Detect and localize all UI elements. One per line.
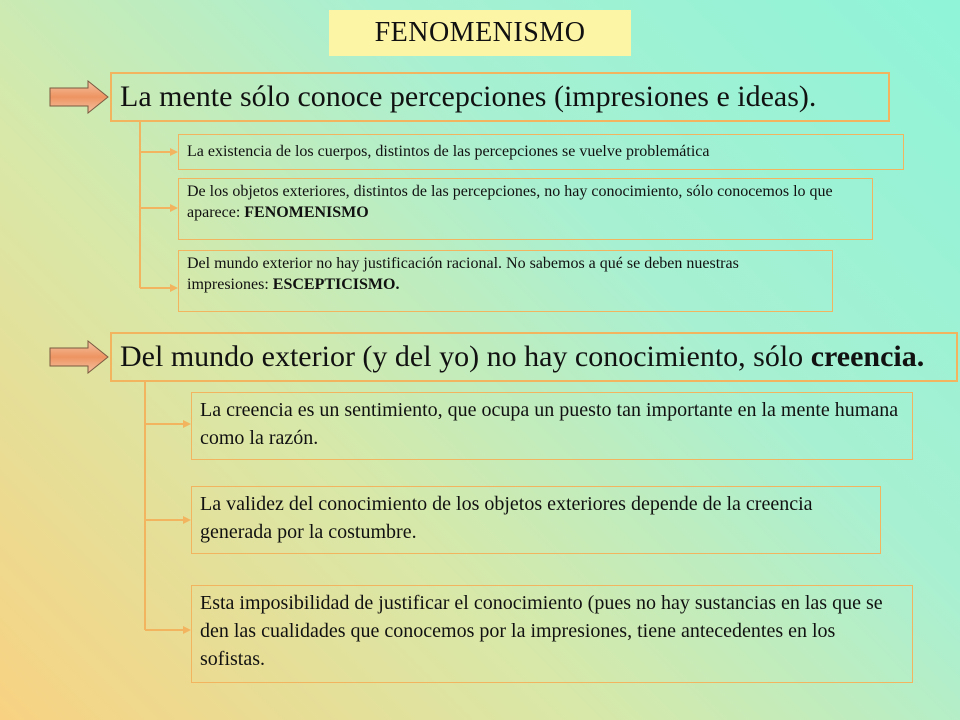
- connector-arrowhead-1b: [170, 204, 178, 212]
- sub-item-1c-text: Del mundo exterior no hay justificación racional. No sabemos a qué se deben nuestras impresiones:: [187, 255, 739, 293]
- sub-item-1b-bold: FENOMENISMO: [244, 203, 369, 221]
- sub-item-1a: [178, 134, 904, 170]
- connector-arrowhead-1c: [170, 284, 178, 292]
- main-statement-2-bold: creencia.: [810, 340, 925, 373]
- main-statement-1: [110, 72, 890, 122]
- sub-item-2a: [191, 392, 913, 460]
- sub-item-2a-text: La creencia es un sentimiento, que ocupa un puesto tan importante en la mente humana como la razón.: [200, 399, 899, 449]
- sub-item-1a-text: La existencia de los cuerpos, distintos de las percepciones se vuelve problemática: [187, 142, 710, 160]
- main-statement-1-text: La mente sólo conoce percepciones (impresiones e ideas).: [120, 80, 817, 113]
- sub-item-2c-text: Esta imposibilidad de justificar el conocimiento (pues no hay sustancias en las que se den las cualidades que conocemos por la impresiones, tiene antecedentes en los sofistas.: [200, 592, 883, 670]
- main-statement-2: [110, 332, 958, 382]
- sub-item-1b-text: De los objetos exteriores, distintos de las percepciones, no hay conocimiento, sólo conocemos lo que aparece:: [187, 183, 833, 221]
- main-statement-2-text: Del mundo exterior (y del yo) no hay conocimiento, sólo: [120, 340, 804, 373]
- sub-item-2b-text: La validez del conocimiento de los objetos exteriores depende de la creencia generada por la costumbre.: [200, 493, 813, 543]
- connector-arrowhead-1a: [170, 148, 178, 156]
- sub-item-2b: [191, 486, 881, 554]
- page-title: FENOMENISMO: [329, 10, 631, 56]
- connector-arrowhead-2b: [183, 516, 191, 524]
- right-arrow-icon: [48, 340, 110, 374]
- sub-item-1c-bold: ESCEPTICISMO.: [272, 275, 400, 293]
- sub-item-1c: [178, 250, 833, 312]
- right-arrow-icon: [48, 80, 110, 114]
- connector-arrowhead-2c: [183, 626, 191, 634]
- sub-item-2c: [191, 585, 913, 683]
- connector-arrowhead-2a: [183, 420, 191, 428]
- sub-item-1b: [178, 178, 873, 240]
